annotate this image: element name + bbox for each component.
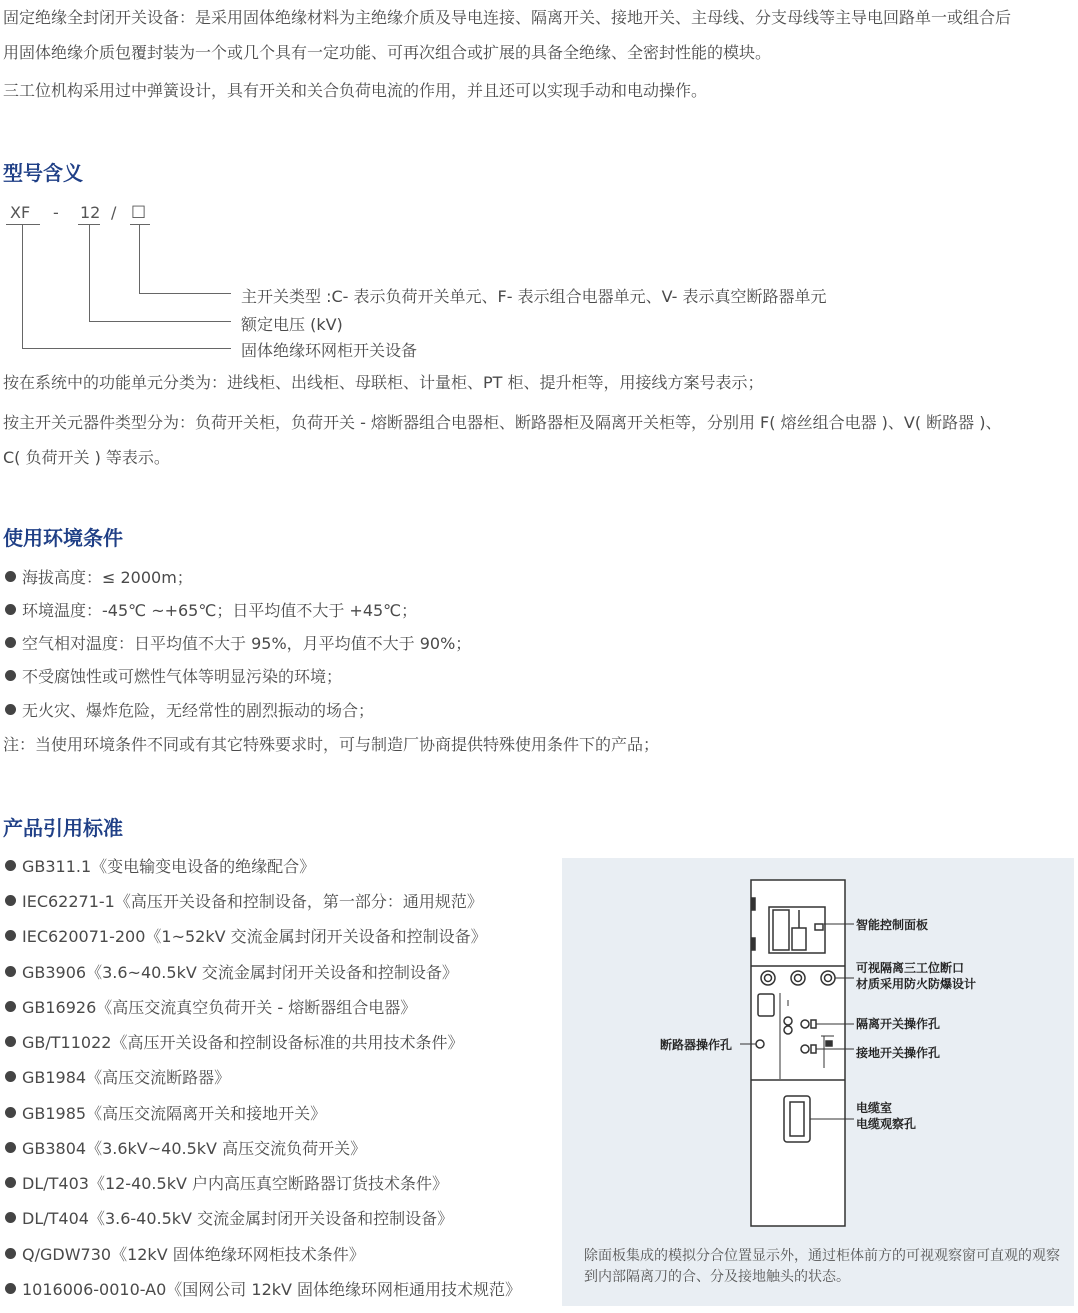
label-cable-room: 电缆室	[856, 1101, 893, 1115]
bullet-dot	[5, 966, 16, 977]
env-item: 不受腐蚀性或可燃性气体等明显污染的环境；	[5, 666, 342, 688]
label-isolator-hole: 隔离开关操作孔	[856, 1017, 941, 1031]
bullet-dot	[5, 1071, 16, 1082]
leader-12-vertical	[89, 224, 90, 322]
model-para-2b: C( 负荷开关 ) 等表示。	[3, 448, 170, 467]
leader-box-horizontal	[139, 293, 231, 294]
bullet-dot	[5, 930, 16, 941]
env-item: 无火灾、爆炸危险，无经常性的剧烈振动的场合；	[5, 700, 374, 722]
model-para-2a: 按主开关元器件类型分为：负荷开关柜，负荷开关 - 熔断器组合电器柜、断路器柜及隔离开关柜等，分别用 F( 熔丝组合电器 )、V( 断路器 )、	[3, 413, 1002, 432]
standard-item: GB1984《高压交流断路器》	[5, 1067, 230, 1089]
bullet-dot	[5, 860, 16, 871]
diagram-caption: 除面板集成的模拟分合位置显示外，通过柜体前方的可视观察窗可直观的观察到内部隔离刀的合、分及接地触头的状态。	[584, 1248, 1060, 1285]
standard-item: IEC62271-1《高压开关设备和控制设备，第一部分：通用规范》	[5, 891, 483, 913]
standard-item: 1016006-0010-A0《国网公司 12kV 固体绝缘环网柜通用技术规范》	[5, 1279, 521, 1301]
bullet-dot	[5, 1142, 16, 1153]
code-12: 12	[80, 203, 101, 222]
model-heading: 型号含义	[3, 161, 83, 185]
code-dash: -	[53, 203, 59, 222]
annotation-voltage: 额定电压 (kV)	[241, 315, 343, 334]
intro-line-3: 三工位机构采用过中弹簧设计，具有开关和关合负荷电流的作用，并且还可以实现手动和电动操作。	[3, 81, 708, 100]
standard-item: GB311.1《变电输变电设备的绝缘配合》	[5, 856, 315, 878]
env-heading: 使用环境条件	[3, 526, 123, 550]
standard-item: IEC620071-200《1~52kV 交流金属封闭开关设备和控制设备》	[5, 926, 487, 948]
standard-item: GB16926《高压交流真空负荷开关 - 熔断器组合电器》	[5, 997, 416, 1019]
leader-xf-vertical	[22, 224, 23, 349]
label-window-2: 材质采用防火防爆设计	[856, 977, 977, 991]
bullet-dot	[5, 1107, 16, 1118]
standards-heading: 产品引用标准	[3, 816, 123, 840]
label-cable-window: 电缆观察孔	[856, 1117, 917, 1131]
model-para-1: 按在系统中的功能单元分类为：进线柜、出线柜、母联柜、计量柜、PT 柜、提升柜等，用接线方案号表示；	[3, 373, 764, 392]
code-xf: XF	[10, 203, 31, 222]
label-window-1: 可视隔离三工位断口	[856, 961, 965, 975]
bullet-dot	[5, 1212, 16, 1223]
standard-item: DL/T403《12-40.5kV 户内高压真空断路器订货技术条件》	[5, 1173, 448, 1195]
hinge-mark	[752, 938, 755, 950]
bullet-dot	[5, 1036, 16, 1047]
cabinet-outline	[751, 880, 845, 1226]
env-item: 空气相对温度：日平均值不大于 95%，月平均值不大于 90%；	[5, 633, 471, 655]
env-item: 环境温度：-45℃ ~+65℃；日平均值不大于 +45℃；	[5, 600, 417, 622]
leader-box-vertical	[139, 224, 140, 294]
bullet-dot	[5, 895, 16, 906]
bullet-dot	[5, 1248, 16, 1259]
indicator-block	[826, 1041, 832, 1046]
env-note: 注：当使用环境条件不同或有其它特殊要求时，可与制造厂协商提供特殊使用条件下的产品；	[3, 735, 660, 754]
standard-item: GB3906《3.6~40.5kV 交流金属封闭开关设备和控制设备》	[5, 962, 458, 984]
leader-12-horizontal	[89, 321, 231, 322]
bullet-dot	[5, 1177, 16, 1188]
underline-box	[130, 224, 150, 225]
bullet-dot	[5, 604, 16, 615]
annotation-switch-type: 主开关类型 :C- 表示负荷开关单元、F- 表示组合电器单元、V- 表示真空断路器单元	[241, 287, 827, 306]
standard-item: GB1985《高压交流隔离开关和接地开关》	[5, 1103, 326, 1125]
intro-line-2: 用固体绝缘介质包覆封装为一个或几个具有一定功能、可再次组合或扩展的具备全绝缘、全密封性能的模块。	[3, 43, 772, 62]
bullet-dot	[5, 704, 16, 715]
label-control-panel: 智能控制面板	[856, 918, 929, 932]
env-item: 海拔高度：≤ 2000m；	[5, 567, 193, 589]
code-box: □	[131, 201, 147, 220]
underline-xf	[6, 224, 40, 225]
bullet-dot	[5, 670, 16, 681]
hinge-mark	[752, 898, 755, 910]
standard-item: GB/T11022《高压开关设备和控制设备标准的共用技术条件》	[5, 1032, 463, 1054]
standard-item: GB3804《3.6kV~40.5kV 高压交流负荷开关》	[5, 1138, 366, 1160]
label-earth-hole: 接地开关操作孔	[856, 1046, 941, 1060]
code-slash: /	[111, 203, 117, 222]
switchgear-cabinet-drawing	[562, 858, 1074, 1306]
bullet-dot	[5, 637, 16, 648]
leader-xf-horizontal	[22, 348, 231, 349]
bullet-dot	[5, 1001, 16, 1012]
bullet-dot	[5, 571, 16, 582]
standard-item: Q/GDW730《12kV 固体绝缘环网柜技术条件》	[5, 1244, 365, 1266]
annotation-equipment: 固体绝缘环网柜开关设备	[241, 341, 418, 360]
standard-item: DL/T404《3.6-40.5kV 交流金属封闭开关设备和控制设备》	[5, 1208, 453, 1230]
bullet-dot	[5, 1283, 16, 1294]
intro-line-1: 固定绝缘全封闭开关设备：是采用固体绝缘材料为主绝缘介质及导电连接、隔离开关、接地开关、主母线、分支母线等主导电回路单一或组合后	[3, 8, 1012, 27]
label-breaker-hole: 断路器操作孔	[660, 1038, 733, 1052]
